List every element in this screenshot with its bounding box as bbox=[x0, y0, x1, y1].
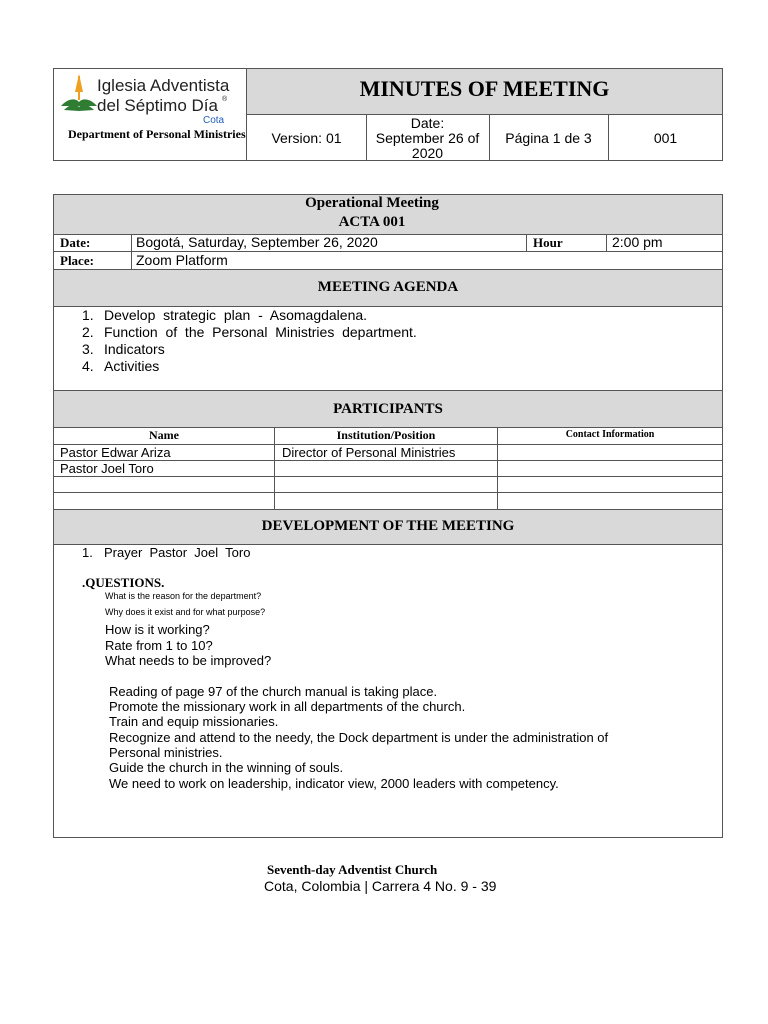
participant-name: Pastor Edwar Ariza bbox=[60, 445, 171, 460]
agenda-item-number: 1. bbox=[82, 307, 94, 323]
agenda-item: Indicators bbox=[104, 341, 165, 357]
agenda-item-number: 4. bbox=[82, 358, 94, 374]
logo-sub: Cota bbox=[203, 115, 225, 126]
development-heading: DEVELOPMENT OF THE MEETING bbox=[261, 518, 515, 534]
logo-line2: del Séptimo Día bbox=[97, 96, 218, 115]
column-header-contact: Contact Information bbox=[565, 429, 655, 440]
participants-heading: PARTICIPANTS bbox=[333, 401, 443, 417]
date-value: Bogotá, Saturday, September 26, 2020 bbox=[136, 234, 378, 250]
document-title: MINUTES OF MEETING bbox=[359, 76, 610, 101]
place-value: Zoom Platform bbox=[136, 252, 228, 268]
development-item: Prayer Pastor Joel Toro bbox=[104, 545, 251, 560]
meeting-title: Operational Meeting bbox=[305, 195, 439, 211]
small-question: Why does it exist and for what purpose? bbox=[105, 607, 266, 617]
note: Reading of page 97 of the church manual is taking place. bbox=[109, 684, 438, 699]
logo-line1: Iglesia Adventista bbox=[97, 76, 230, 95]
document-code: 001 bbox=[653, 130, 678, 146]
footer-organization: Seventh-day Adventist Church bbox=[267, 862, 438, 877]
church-logo bbox=[58, 72, 100, 117]
agenda-item: Develop strategic plan - Asomagdalena. bbox=[104, 307, 368, 323]
note: Promote the missionary work in all departments of the church. bbox=[109, 699, 466, 714]
question: Rate from 1 to 10? bbox=[105, 638, 213, 653]
questions-heading: .QUESTIONS. bbox=[82, 575, 165, 590]
development-item-number: 1. bbox=[82, 545, 93, 560]
participant-name: Pastor Joel Toro bbox=[60, 461, 154, 476]
agenda-item: Activities bbox=[104, 358, 160, 374]
column-header-institution: Institution/Position bbox=[336, 428, 436, 442]
note: We need to work on leadership, indicator view, 2000 leaders with competency. bbox=[109, 776, 559, 791]
agenda-item-number: 3. bbox=[82, 341, 94, 357]
note: Recognize and attend to the needy, the Dock department is under the administration of bbox=[109, 730, 609, 745]
header-date-label: Date: bbox=[410, 115, 445, 131]
acta-number: ACTA 001 bbox=[338, 214, 406, 230]
footer-address: Cota, Colombia | Carrera 4 No. 9 - 39 bbox=[264, 878, 497, 894]
question: What needs to be improved? bbox=[105, 653, 272, 668]
agenda-heading: MEETING AGENDA bbox=[317, 279, 459, 295]
agenda-item: Function of the Personal Ministries department. bbox=[104, 324, 417, 340]
agenda-item-number: 2. bbox=[82, 324, 94, 340]
note: Train and equip missionaries. bbox=[109, 714, 279, 729]
small-question: What is the reason for the department? bbox=[105, 591, 262, 601]
place-label: Place: bbox=[60, 253, 94, 268]
department-name: Department of Personal Ministries bbox=[68, 127, 246, 141]
participant-position: Director of Personal Ministries bbox=[282, 445, 456, 460]
note: Personal ministries. bbox=[109, 745, 223, 760]
hour-value: 2:00 pm bbox=[612, 234, 663, 250]
page-number: Página 1 de 3 bbox=[505, 130, 592, 146]
note: Guide the church in the winning of souls. bbox=[109, 760, 344, 775]
date-label: Date: bbox=[60, 235, 91, 250]
question: How is it working? bbox=[105, 622, 210, 637]
logo-registered-mark: ® bbox=[222, 96, 228, 103]
header-date-line1: September 26 of bbox=[375, 130, 480, 146]
version: Version: 01 bbox=[271, 130, 342, 146]
hour-label: Hour bbox=[533, 235, 563, 250]
column-header-name: Name bbox=[149, 428, 179, 442]
header-date-line2: 2020 bbox=[411, 145, 444, 161]
